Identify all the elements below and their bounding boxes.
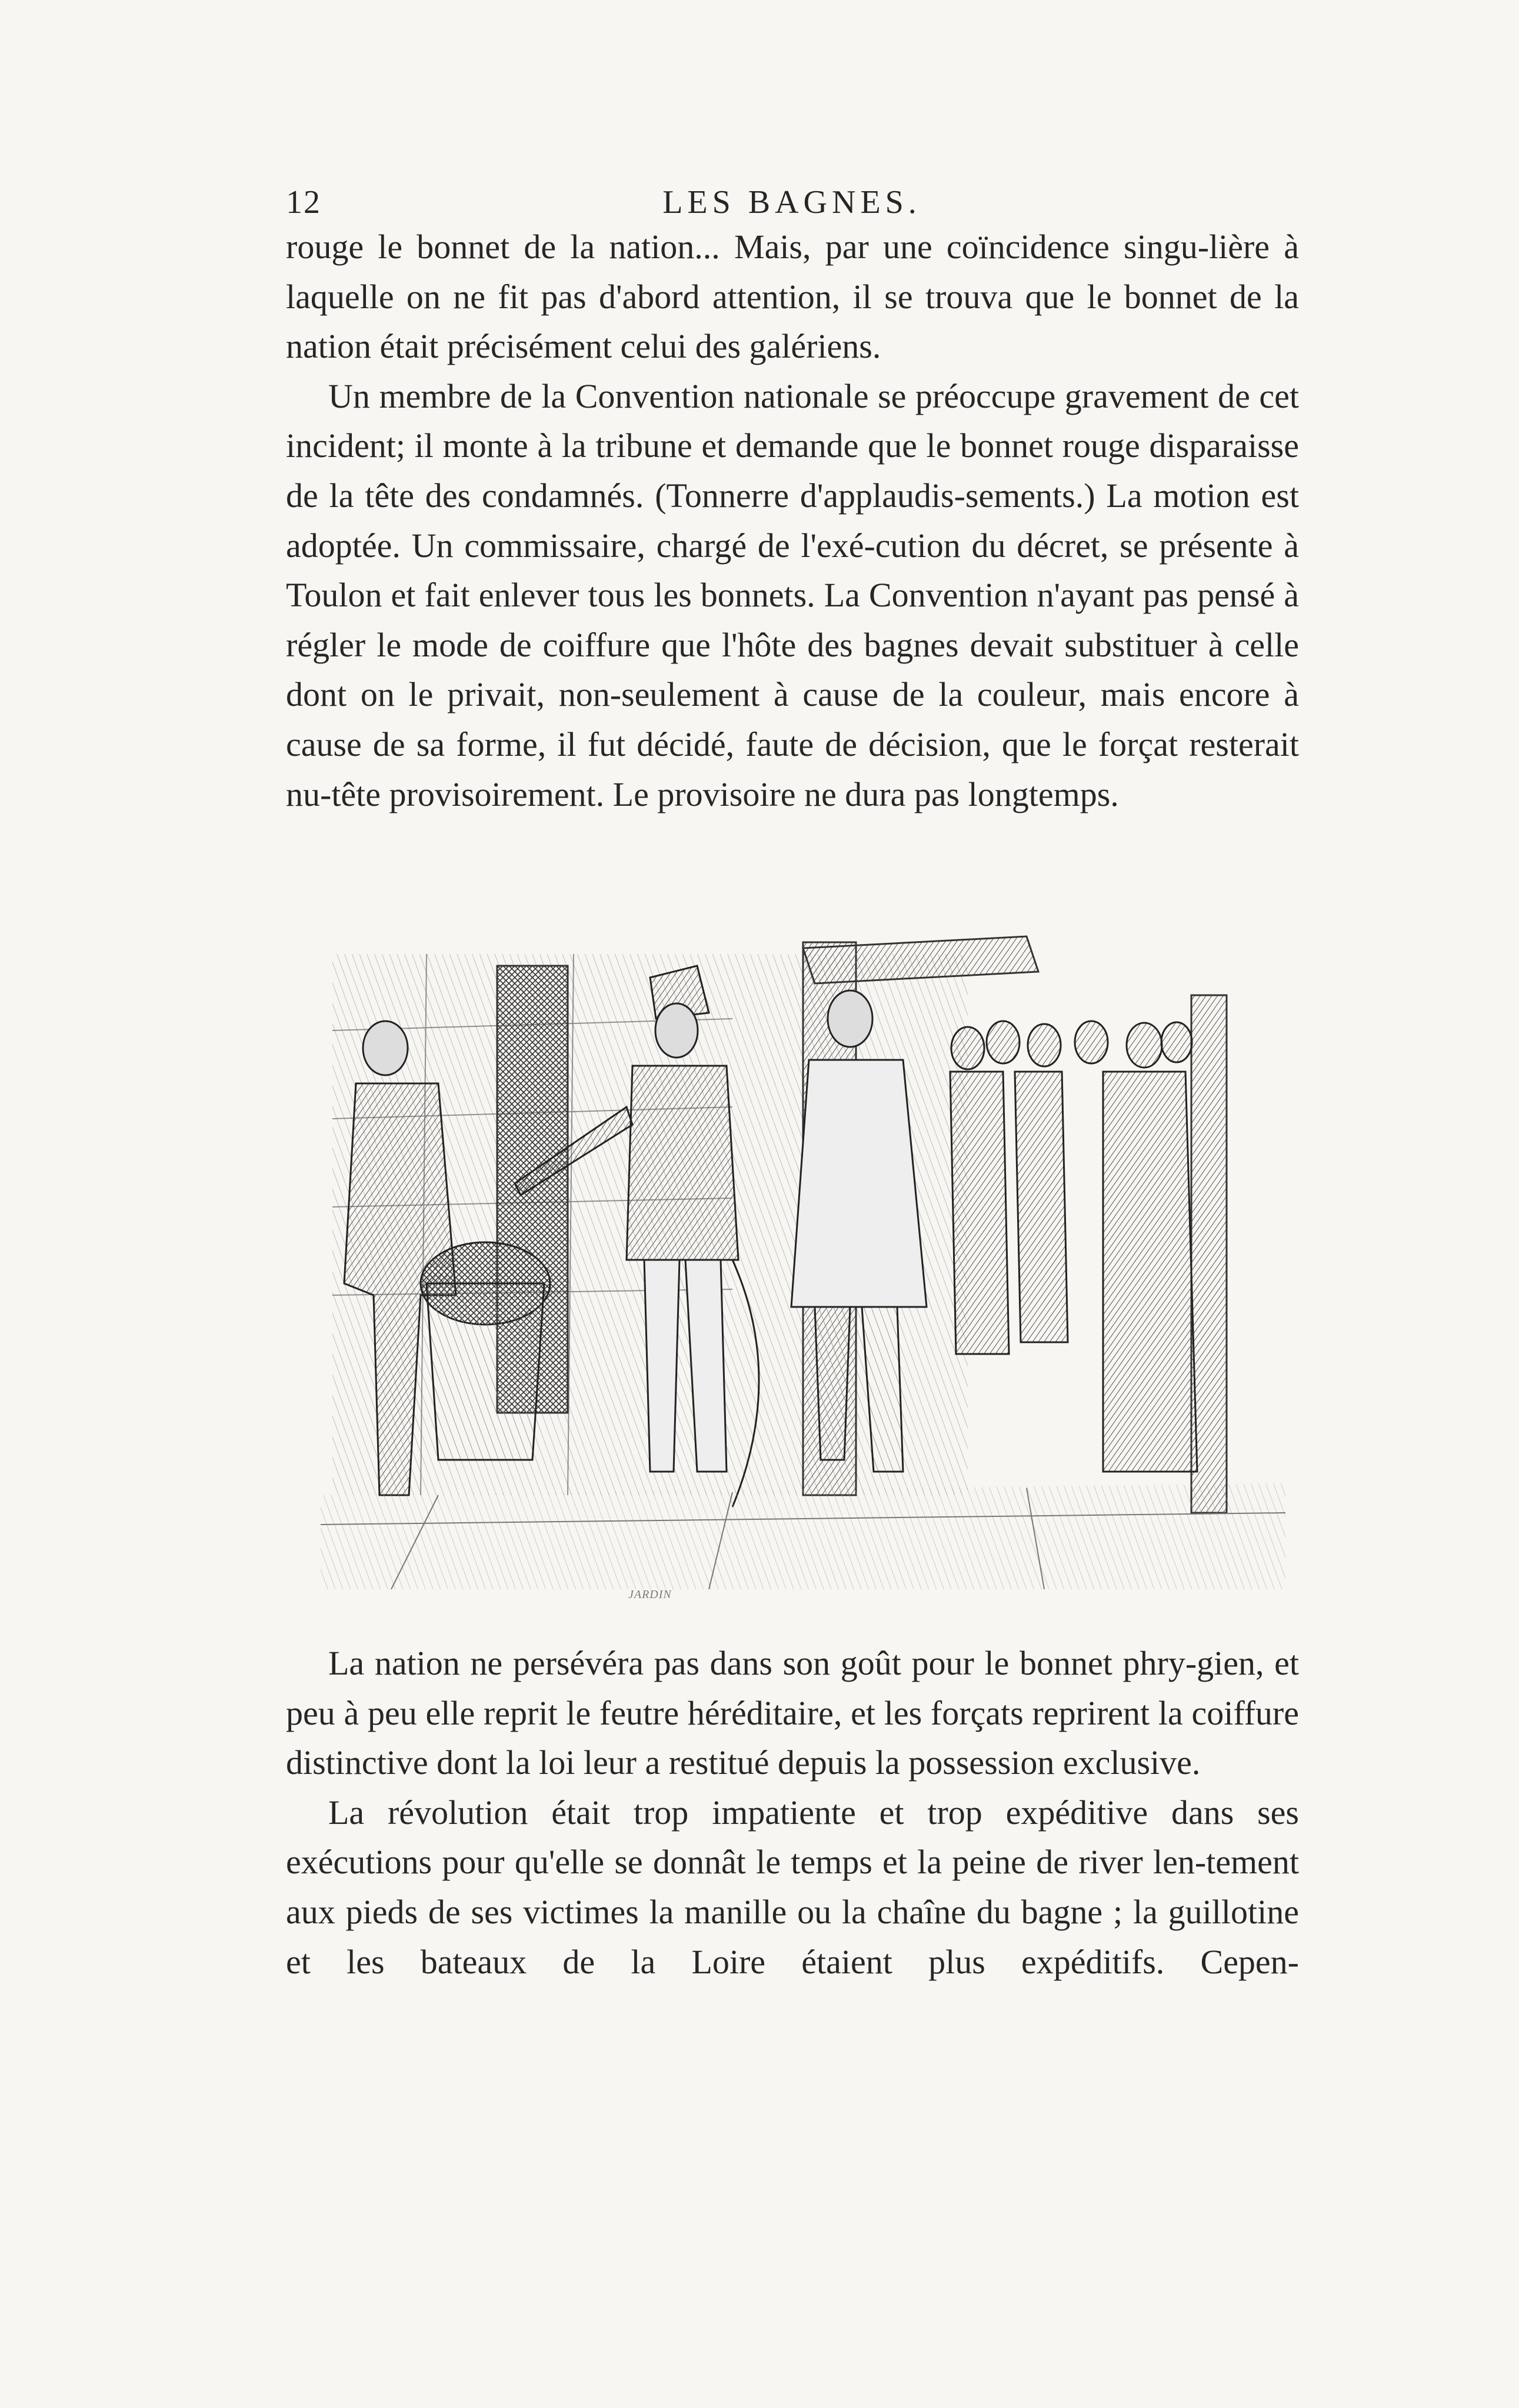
paragraph: La révolution était trop impatiente et trop expéditive dans ses exécutions pour qu'elle se donnât le temps et la peine de river len-tement aux pieds de ses victimes la manille ou la chaîne du bagne ; la guillotine et les bateaux de la Loire étaient plus expéditifs. Cepen-: [286, 1793, 1299, 1981]
paragraph: rouge le bonnet de la nation... Mais, par une coïncidence singu-lière à laquelle on ne fit pas d'abord attention, il se trouva que le bonnet de la nation était précisément celui des galériens.: [286, 228, 1299, 366]
page-number: 12: [286, 184, 321, 221]
engraver-signature: JARDIN: [628, 1588, 672, 1601]
paragraph: Un membre de la Convention nationale se préoccupe gravement de cet incident; il monte à la tribune et demande que le bonnet rouge disparaisse de la tête des condamnés. (Tonnerre d'applaudis-sements.) La motion est adoptée. Un commissaire, chargé de l'exé-cution du décret, se présente à Toulon et fait enlever tous les bonnets. La Convention n'ayant pas pensé à régler le mode de coiffure que l'hôte des bagnes devait substituer à celle dont on le privait, non-seulement à cause de la couleur, mais encore à cause de sa forme, il fut décidé, faute de décision, que le forçat resterait nu-tête provisoirement. Le provisoire ne dura pas longtemps.: [286, 376, 1299, 813]
text-block-bottom: [286, 1639, 1299, 1987]
paragraph: La nation ne persévéra pas dans son goût pour le bonnet phry-gien, et peu à peu elle reprit le feutre héréditaire, et les forçats reprirent la coiffure distinctive dont la loi leur a restitué depuis la possession exclusive.: [286, 1644, 1299, 1782]
engraving-illustration: [321, 930, 1285, 1601]
text-block-top: [286, 222, 1299, 819]
running-title: LES BAGNES.: [662, 184, 921, 221]
